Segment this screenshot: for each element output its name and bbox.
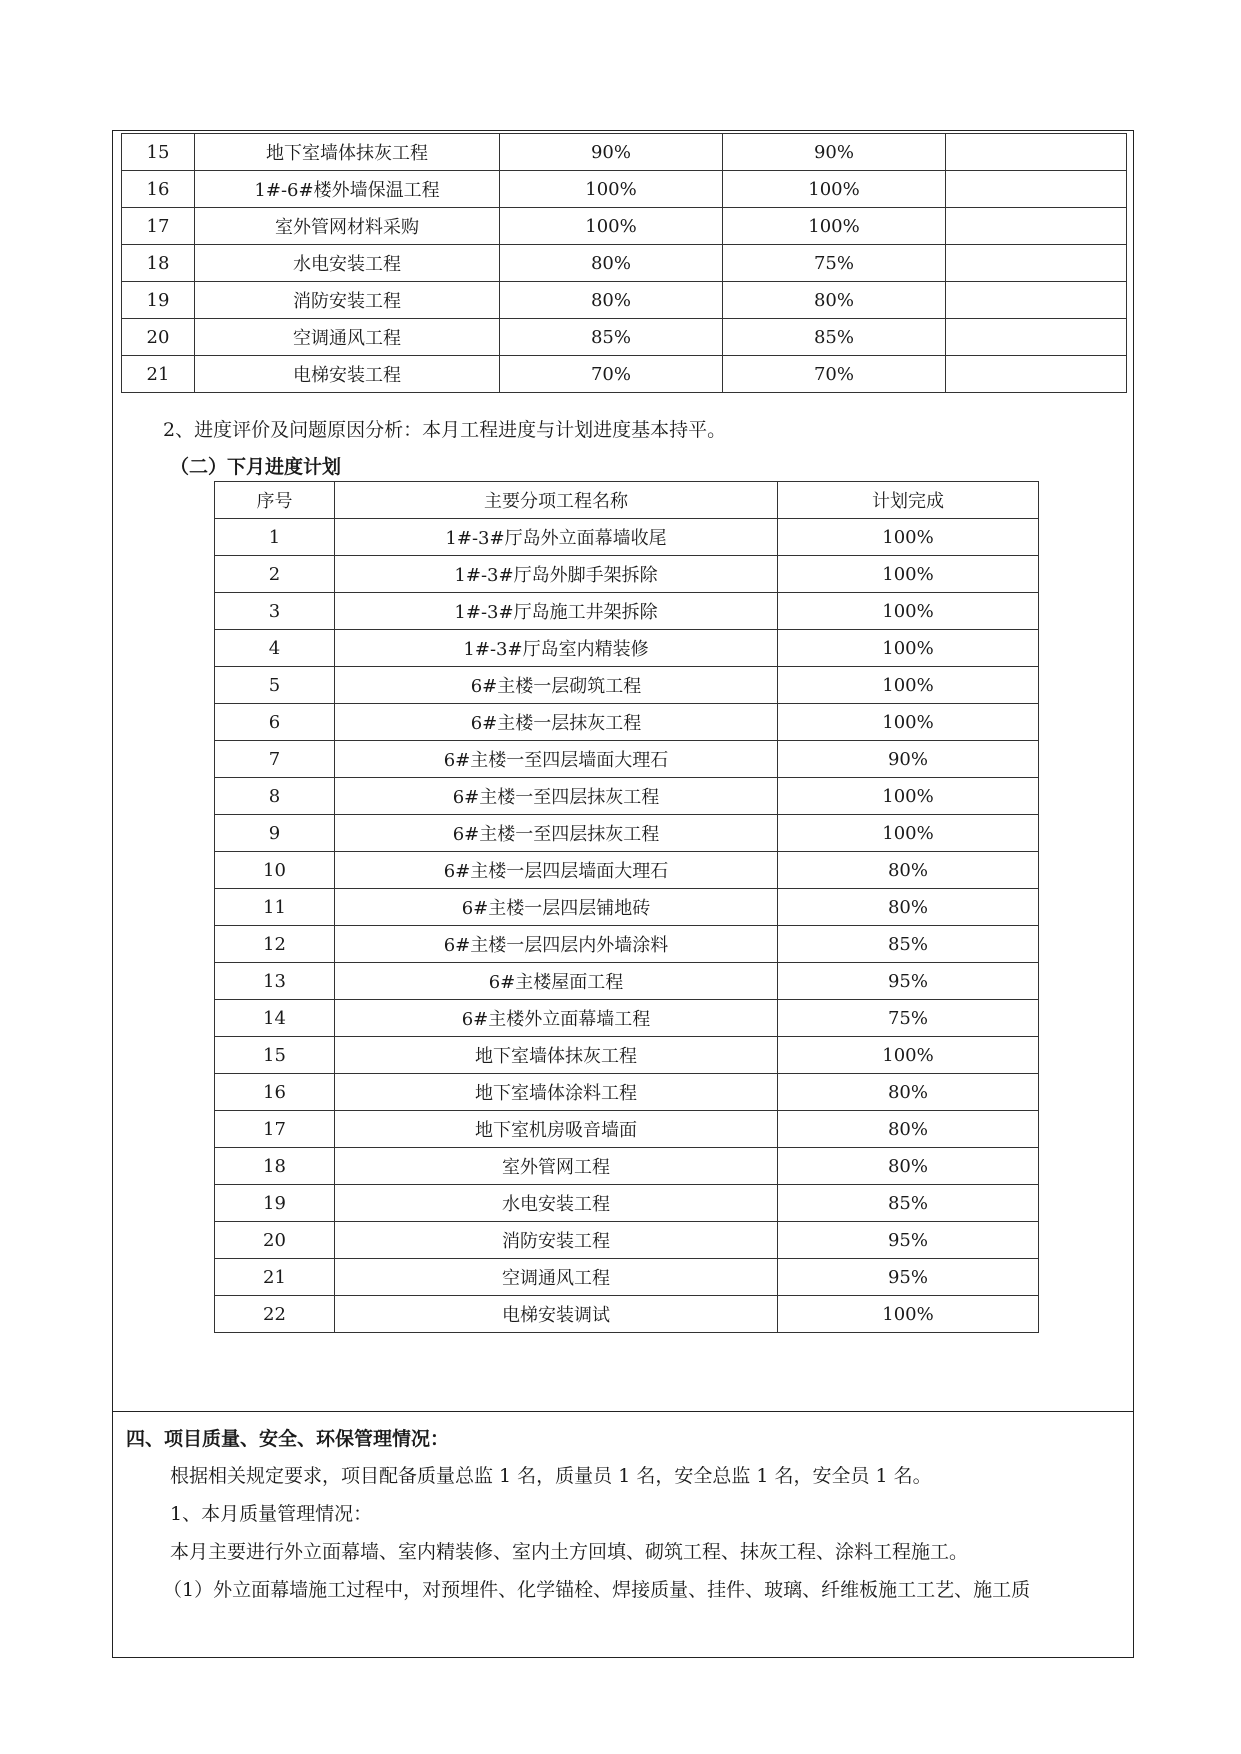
item-name: 6#主楼一至四层墙面大理石 — [335, 741, 778, 778]
item-name: 6#主楼一层抹灰工程 — [335, 704, 778, 741]
row-number: 20 — [215, 1222, 335, 1259]
item-name: 室外管网工程 — [335, 1148, 778, 1185]
table-row — [215, 593, 1039, 630]
planned-percent: 80% — [778, 1111, 1039, 1148]
item-name: 地下室墙体抹灰工程 — [195, 134, 500, 171]
plan-header-row — [215, 482, 1039, 519]
planned-percent: 100% — [778, 630, 1039, 667]
planned-percent: 100% — [778, 1037, 1039, 1074]
remark-cell — [946, 208, 1127, 245]
header-name: 主要分项工程名称 — [335, 482, 778, 519]
planned-percent: 100% — [778, 519, 1039, 556]
actual-percent: 80% — [723, 282, 946, 319]
row-number: 5 — [215, 667, 335, 704]
planned-percent: 95% — [778, 1259, 1039, 1296]
row-number: 7 — [215, 741, 335, 778]
row-number: 1 — [215, 519, 335, 556]
item-name: 1#-3#厅岛外立面幕墙收尾 — [335, 519, 778, 556]
table-row — [215, 889, 1039, 926]
table-row — [215, 1000, 1039, 1037]
row-number: 20 — [122, 319, 195, 356]
progress-table — [121, 133, 1127, 393]
actual-percent: 75% — [723, 245, 946, 282]
planned-percent: 90% — [778, 741, 1039, 778]
item-name: 1#-3#厅岛施工井架拆除 — [335, 593, 778, 630]
planned-percent: 100% — [778, 593, 1039, 630]
item-name: 电梯安装工程 — [195, 356, 500, 393]
header-plan: 计划完成 — [778, 482, 1039, 519]
table-row — [215, 630, 1039, 667]
table-row — [122, 208, 1127, 245]
row-number: 16 — [122, 171, 195, 208]
header-no: 序号 — [215, 482, 335, 519]
item-name: 空调通风工程 — [335, 1259, 778, 1296]
section4-heading: 四、项目质量、安全、环保管理情况： — [126, 1428, 450, 1450]
item-name: 6#主楼外立面幕墙工程 — [335, 1000, 778, 1037]
planned-percent: 100% — [778, 815, 1039, 852]
planned-percent: 95% — [778, 1222, 1039, 1259]
table-row — [122, 134, 1127, 171]
remark-cell — [946, 245, 1127, 282]
row-number: 3 — [215, 593, 335, 630]
planned-percent: 80% — [778, 1148, 1039, 1185]
table-row — [122, 282, 1127, 319]
table-row — [215, 1296, 1039, 1333]
row-number: 4 — [215, 630, 335, 667]
planned-percent: 100% — [778, 778, 1039, 815]
table-row — [122, 171, 1127, 208]
table-row — [215, 667, 1039, 704]
row-number: 16 — [215, 1074, 335, 1111]
row-number: 17 — [215, 1111, 335, 1148]
item-name: 消防安装工程 — [195, 282, 500, 319]
planned-percent: 100% — [500, 208, 723, 245]
table-row — [215, 1259, 1039, 1296]
table-row — [215, 741, 1039, 778]
row-number: 2 — [215, 556, 335, 593]
table-row — [215, 556, 1039, 593]
planned-percent: 100% — [778, 1296, 1039, 1333]
actual-percent: 70% — [723, 356, 946, 393]
item-name: 电梯安装调试 — [335, 1296, 778, 1333]
progress-evaluation: 2、进度评价及问题原因分析：本月工程进度与计划进度基本持平。 — [163, 419, 727, 441]
row-number: 8 — [215, 778, 335, 815]
item-name: 地下室机房吸音墙面 — [335, 1111, 778, 1148]
item-name: 1#-6#楼外墙保温工程 — [195, 171, 500, 208]
table-row — [215, 704, 1039, 741]
planned-percent: 85% — [778, 926, 1039, 963]
row-number: 19 — [215, 1185, 335, 1222]
quality-item-1: （1）外立面幕墙施工过程中，对预埋件、化学锚栓、焊接质量、挂件、玻璃、纤维板施工工艺、施工质 — [163, 1579, 1031, 1601]
item-name: 水电安装工程 — [335, 1185, 778, 1222]
remark-cell — [946, 171, 1127, 208]
planned-percent: 80% — [500, 245, 723, 282]
quality-text: 本月主要进行外立面幕墙、室内精装修、室内土方回填、砌筑工程、抹灰工程、涂料工程施工。 — [170, 1541, 969, 1563]
table-row — [215, 519, 1039, 556]
next-month-plan-heading: （二）下月进度计划 — [170, 456, 342, 478]
planned-percent: 80% — [778, 1074, 1039, 1111]
actual-percent: 85% — [723, 319, 946, 356]
table-row — [122, 245, 1127, 282]
actual-percent: 90% — [723, 134, 946, 171]
remark-cell — [946, 282, 1127, 319]
item-name: 水电安装工程 — [195, 245, 500, 282]
table-row — [215, 1148, 1039, 1185]
quality-heading: 1、本月质量管理情况： — [170, 1503, 373, 1525]
item-name: 室外管网材料采购 — [195, 208, 500, 245]
table-row — [215, 778, 1039, 815]
row-number: 22 — [215, 1296, 335, 1333]
row-number: 18 — [122, 245, 195, 282]
planned-percent: 85% — [778, 1185, 1039, 1222]
section4-intro: 根据相关规定要求，项目配备质量总监 1 名，质量员 1 名，安全总监 1 名，安全员 1 名。 — [170, 1465, 932, 1487]
table-row — [122, 319, 1127, 356]
row-number: 17 — [122, 208, 195, 245]
item-name: 6#主楼屋面工程 — [335, 963, 778, 1000]
table-row — [215, 1222, 1039, 1259]
table-row — [215, 1111, 1039, 1148]
table-row — [122, 356, 1127, 393]
planned-percent: 100% — [778, 704, 1039, 741]
planned-percent: 80% — [778, 852, 1039, 889]
item-name: 6#主楼一层砌筑工程 — [335, 667, 778, 704]
table-row — [215, 926, 1039, 963]
table-row — [215, 963, 1039, 1000]
row-number: 18 — [215, 1148, 335, 1185]
planned-percent: 80% — [500, 282, 723, 319]
planned-percent: 85% — [500, 319, 723, 356]
planned-percent: 95% — [778, 963, 1039, 1000]
planned-percent: 100% — [500, 171, 723, 208]
row-number: 11 — [215, 889, 335, 926]
item-name: 消防安装工程 — [335, 1222, 778, 1259]
row-number: 9 — [215, 815, 335, 852]
item-name: 1#-3#厅岛外脚手架拆除 — [335, 556, 778, 593]
row-number: 21 — [122, 356, 195, 393]
planned-percent: 100% — [778, 667, 1039, 704]
table-row — [215, 815, 1039, 852]
planned-percent: 100% — [778, 556, 1039, 593]
row-number: 15 — [122, 134, 195, 171]
item-name: 地下室墙体抹灰工程 — [335, 1037, 778, 1074]
planned-percent: 90% — [500, 134, 723, 171]
row-number: 10 — [215, 852, 335, 889]
actual-percent: 100% — [723, 171, 946, 208]
row-number: 15 — [215, 1037, 335, 1074]
table-row — [215, 1185, 1039, 1222]
item-name: 地下室墙体涂料工程 — [335, 1074, 778, 1111]
row-number: 21 — [215, 1259, 335, 1296]
item-name: 6#主楼一层四层铺地砖 — [335, 889, 778, 926]
actual-percent: 100% — [723, 208, 946, 245]
item-name: 1#-3#厅岛室内精装修 — [335, 630, 778, 667]
table-row — [215, 1037, 1039, 1074]
next-month-plan-table — [214, 481, 1039, 1333]
row-number: 19 — [122, 282, 195, 319]
row-number: 12 — [215, 926, 335, 963]
remark-cell — [946, 134, 1127, 171]
row-number: 13 — [215, 963, 335, 1000]
row-number: 6 — [215, 704, 335, 741]
row-number: 14 — [215, 1000, 335, 1037]
table-row — [215, 1074, 1039, 1111]
remark-cell — [946, 319, 1127, 356]
item-name: 6#主楼一至四层抹灰工程 — [335, 778, 778, 815]
item-name: 空调通风工程 — [195, 319, 500, 356]
remark-cell — [946, 356, 1127, 393]
section-divider — [112, 1411, 1134, 1412]
planned-percent: 75% — [778, 1000, 1039, 1037]
item-name: 6#主楼一层四层墙面大理石 — [335, 852, 778, 889]
item-name: 6#主楼一至四层抹灰工程 — [335, 815, 778, 852]
item-name: 6#主楼一层四层内外墙涂料 — [335, 926, 778, 963]
planned-percent: 80% — [778, 889, 1039, 926]
table-row — [215, 852, 1039, 889]
planned-percent: 70% — [500, 356, 723, 393]
